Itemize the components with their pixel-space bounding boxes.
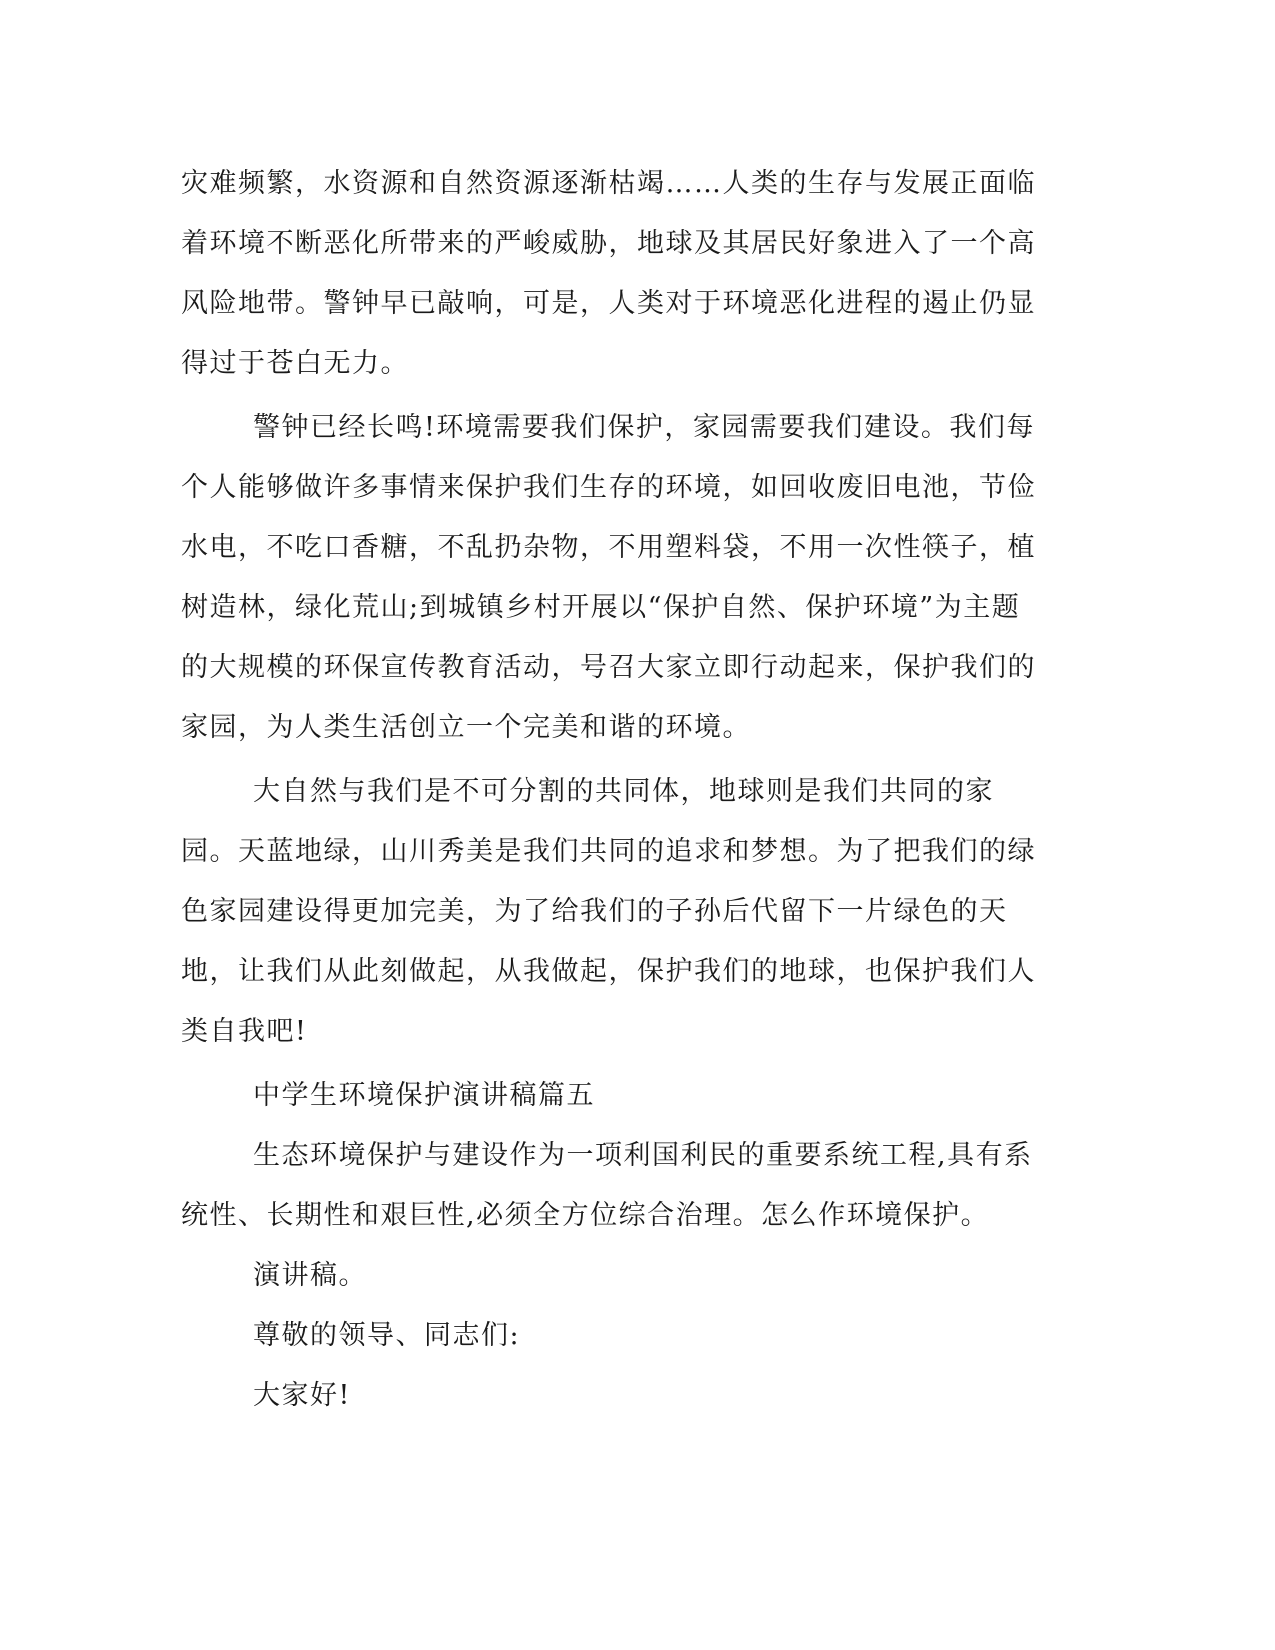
paragraph-continuation: 灾难频繁，水资源和自然资源逐渐枯竭……人类的生存与发展正面临着环境不断恶化所带来的严峻威胁，地球及其居民好象进入了一个高风险地带。警钟早已敲响，可是，人类对于环境恶化进程的遏止仍显得过于苍白无力。 xyxy=(181,168,1036,379)
paragraph-speech-label: 演讲稿。 xyxy=(253,1260,367,1291)
greeting: 大家好! xyxy=(253,1380,351,1411)
paragraph-alarm: 警钟已经长鸣!环境需要我们保护，家园需要我们建设。我们每个人能够做许多事情来保护我们生存的环境，如回收废旧电池，节俭水电，不吃口香糖，不乱扔杂物，不用塑料袋，不用一次性筷子，植树造林，绿化荒山;到城镇乡村开展以“保护自然、保护环境”为主题的大规模的环保宣传教育活动，号召大家立即行动起来，保护我们的家园，为人类生活创立一个完美和谐的环境。 xyxy=(181,412,1036,743)
document-body xyxy=(181,154,1041,1426)
salutation: 尊敬的领导、同志们: xyxy=(253,1320,521,1351)
paragraph-nature: 大自然与我们是不可分割的共同体，地球则是我们共同的家园。天蓝地绿，山川秀美是我们共同的追求和梦想。为了把我们的绿色家园建设得更加完美，为了给我们的子孙后代留下一片绿色的天地，让我们从此刻做起，从我做起，保护我们的地球，也保护我们人类自我吧! xyxy=(181,776,1036,1047)
section-heading: 中学生环境保护演讲稿篇五 xyxy=(253,1080,595,1111)
paragraph-ecology: 生态环境保护与建设作为一项利国利民的重要系统工程,具有系统性、长期性和艰巨性,必须全方位综合治理。怎么作环境保护。 xyxy=(181,1140,1033,1231)
